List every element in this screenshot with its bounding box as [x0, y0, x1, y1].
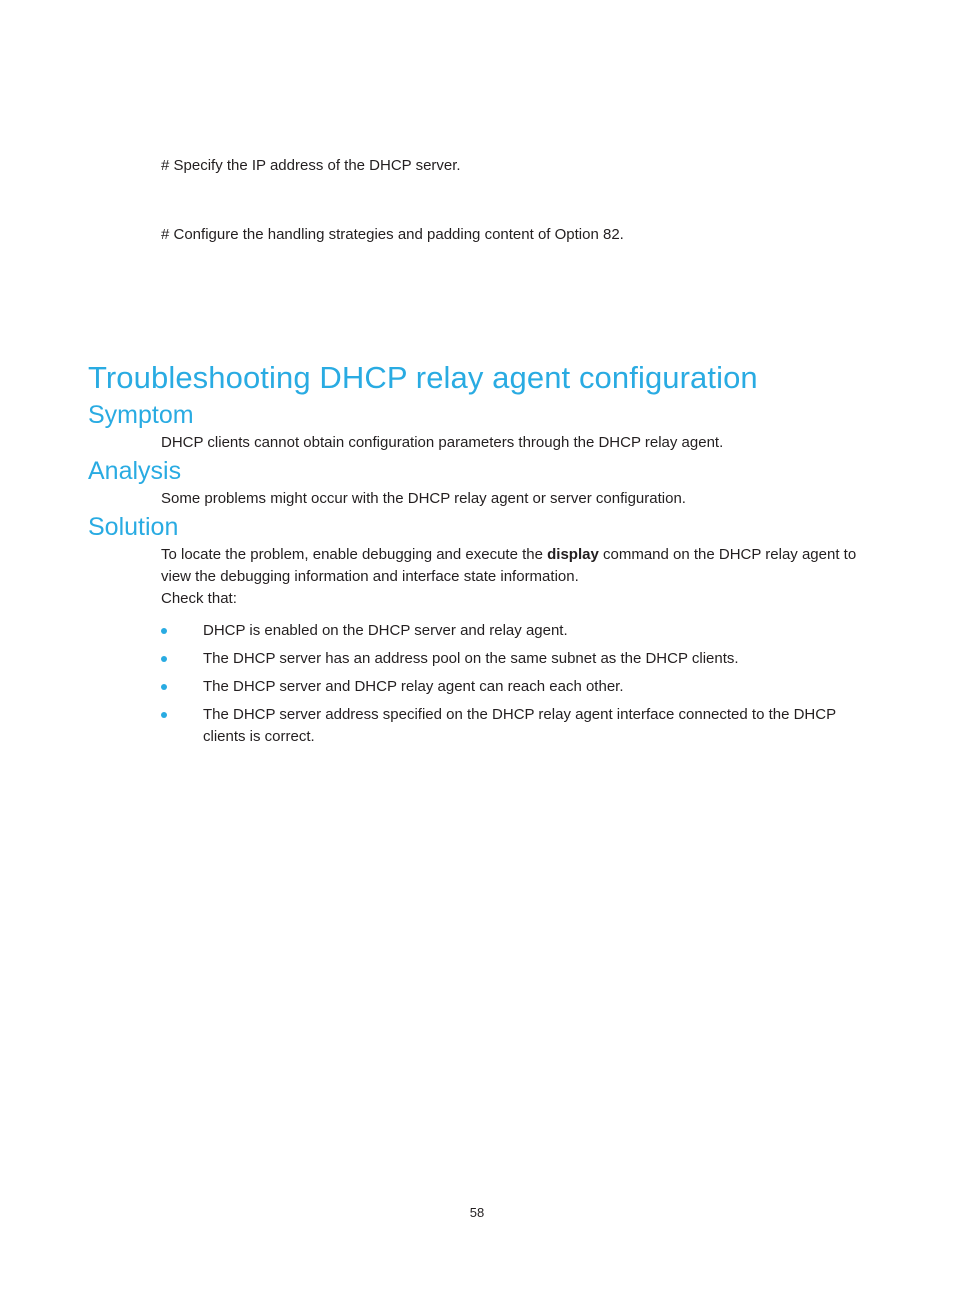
solution-command-keyword: display — [547, 546, 599, 563]
bullet-icon — [161, 684, 167, 690]
spacer — [88, 177, 878, 209]
check-that-label: Check that: — [161, 590, 237, 607]
bullet-icon — [161, 656, 167, 662]
section-text-symptom: DHCP clients cannot obtain configuration parameters through the DHCP relay agent. — [161, 434, 724, 451]
list-item-label: The DHCP server address specified on the DHCP relay agent interface connected to the DHCP clients is correct. — [203, 706, 836, 745]
list-item-label: The DHCP server has an address pool on the same subnet as the DHCP clients. — [203, 650, 739, 667]
title-wrapper — [88, 358, 878, 398]
list-item — [161, 704, 878, 748]
section-heading-solution: Solution — [88, 513, 179, 541]
bullet-icon — [161, 628, 167, 634]
section-heading-symptom: Symptom — [88, 401, 194, 429]
list-item-label: The DHCP server and DHCP relay agent can reach each other. — [203, 678, 624, 695]
page-number: 58 — [469, 1205, 485, 1220]
bullet-icon — [161, 712, 167, 718]
section-text-analysis: Some problems might occur with the DHCP relay agent or server configuration. — [161, 490, 686, 507]
section-heading-analysis: Analysis — [88, 457, 182, 485]
solution-text-part-2: command on the DHCP relay agent to view the debugging information and interface state information. — [161, 546, 857, 585]
list-item — [161, 676, 878, 698]
page-title: Troubleshooting DHCP relay agent configuration — [88, 360, 758, 395]
solution-checklist — [161, 620, 878, 748]
command-comment-1: # Specify the IP address of the DHCP server. — [161, 157, 461, 174]
list-item — [161, 620, 878, 642]
solution-text-part-1: To locate the problem, enable debugging and execute the — [161, 546, 548, 563]
page-content — [88, 140, 878, 754]
section-text-solution — [161, 544, 878, 588]
list-item — [161, 648, 878, 670]
list-item-label: DHCP is enabled on the DHCP server and relay agent. — [203, 622, 568, 639]
command-comment-2: # Configure the handling strategies and padding content of Option 82. — [161, 226, 624, 243]
